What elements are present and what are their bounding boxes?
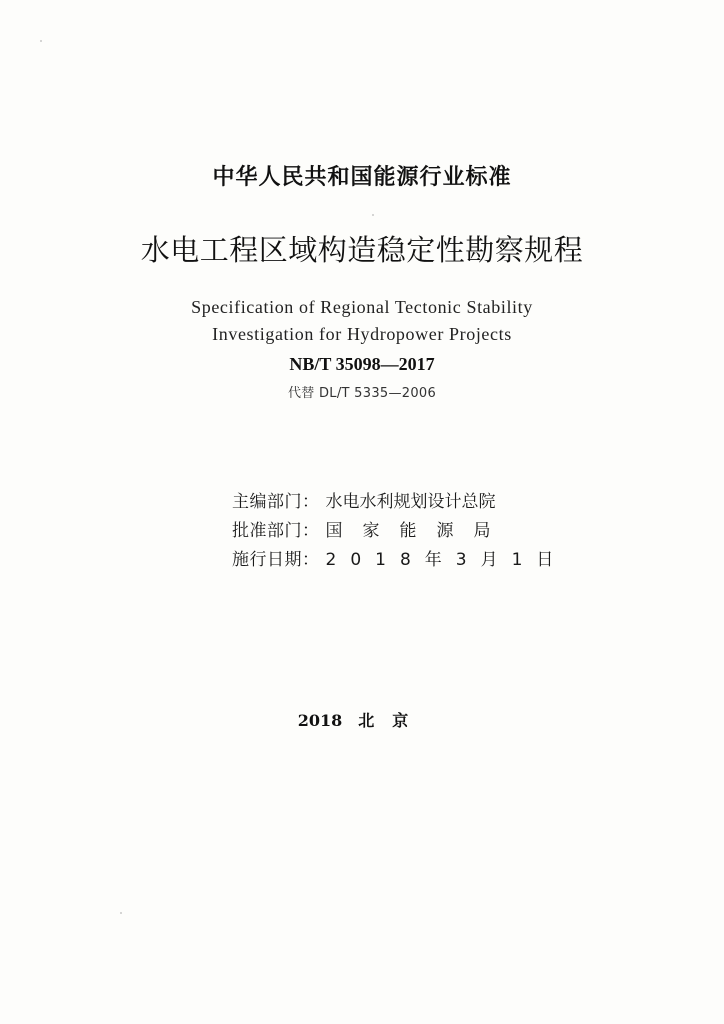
approver-label: 批准部门：	[232, 521, 320, 541]
editor-value: 水电水利规划设计总院	[325, 492, 496, 512]
effective-date-value: 2018年3月1日	[325, 550, 568, 570]
approver-value: 国家能源局	[325, 521, 511, 541]
issuance-info-block	[232, 488, 567, 575]
publication-city: 北京	[358, 711, 427, 730]
standard-category: 中华人民共和国能源行业标准	[212, 165, 512, 190]
replaces-standard: 代替 DL/T 5335—2006	[287, 386, 437, 401]
effective-date-label: 施行日期：	[232, 550, 320, 570]
scan-speck	[40, 40, 42, 42]
approver-row	[232, 517, 567, 546]
standard-code: NB/T 35098—2017	[289, 354, 435, 374]
publication-year: 2018	[297, 711, 343, 730]
publisher-line	[0, 708, 724, 731]
document-title-chinese: 水电工程区域构造稳定性勘察规程	[140, 233, 584, 267]
document-title-english-line1: Specification of Regional Tectonic Stability	[191, 297, 533, 317]
editor-row	[232, 488, 567, 517]
document-title-english-line2: Investigation for Hydropower Projects	[212, 324, 512, 344]
editor-label: 主编部门：	[232, 492, 320, 512]
effective-date-row	[232, 546, 567, 575]
scan-speck	[372, 214, 374, 216]
scan-speck	[120, 912, 122, 914]
